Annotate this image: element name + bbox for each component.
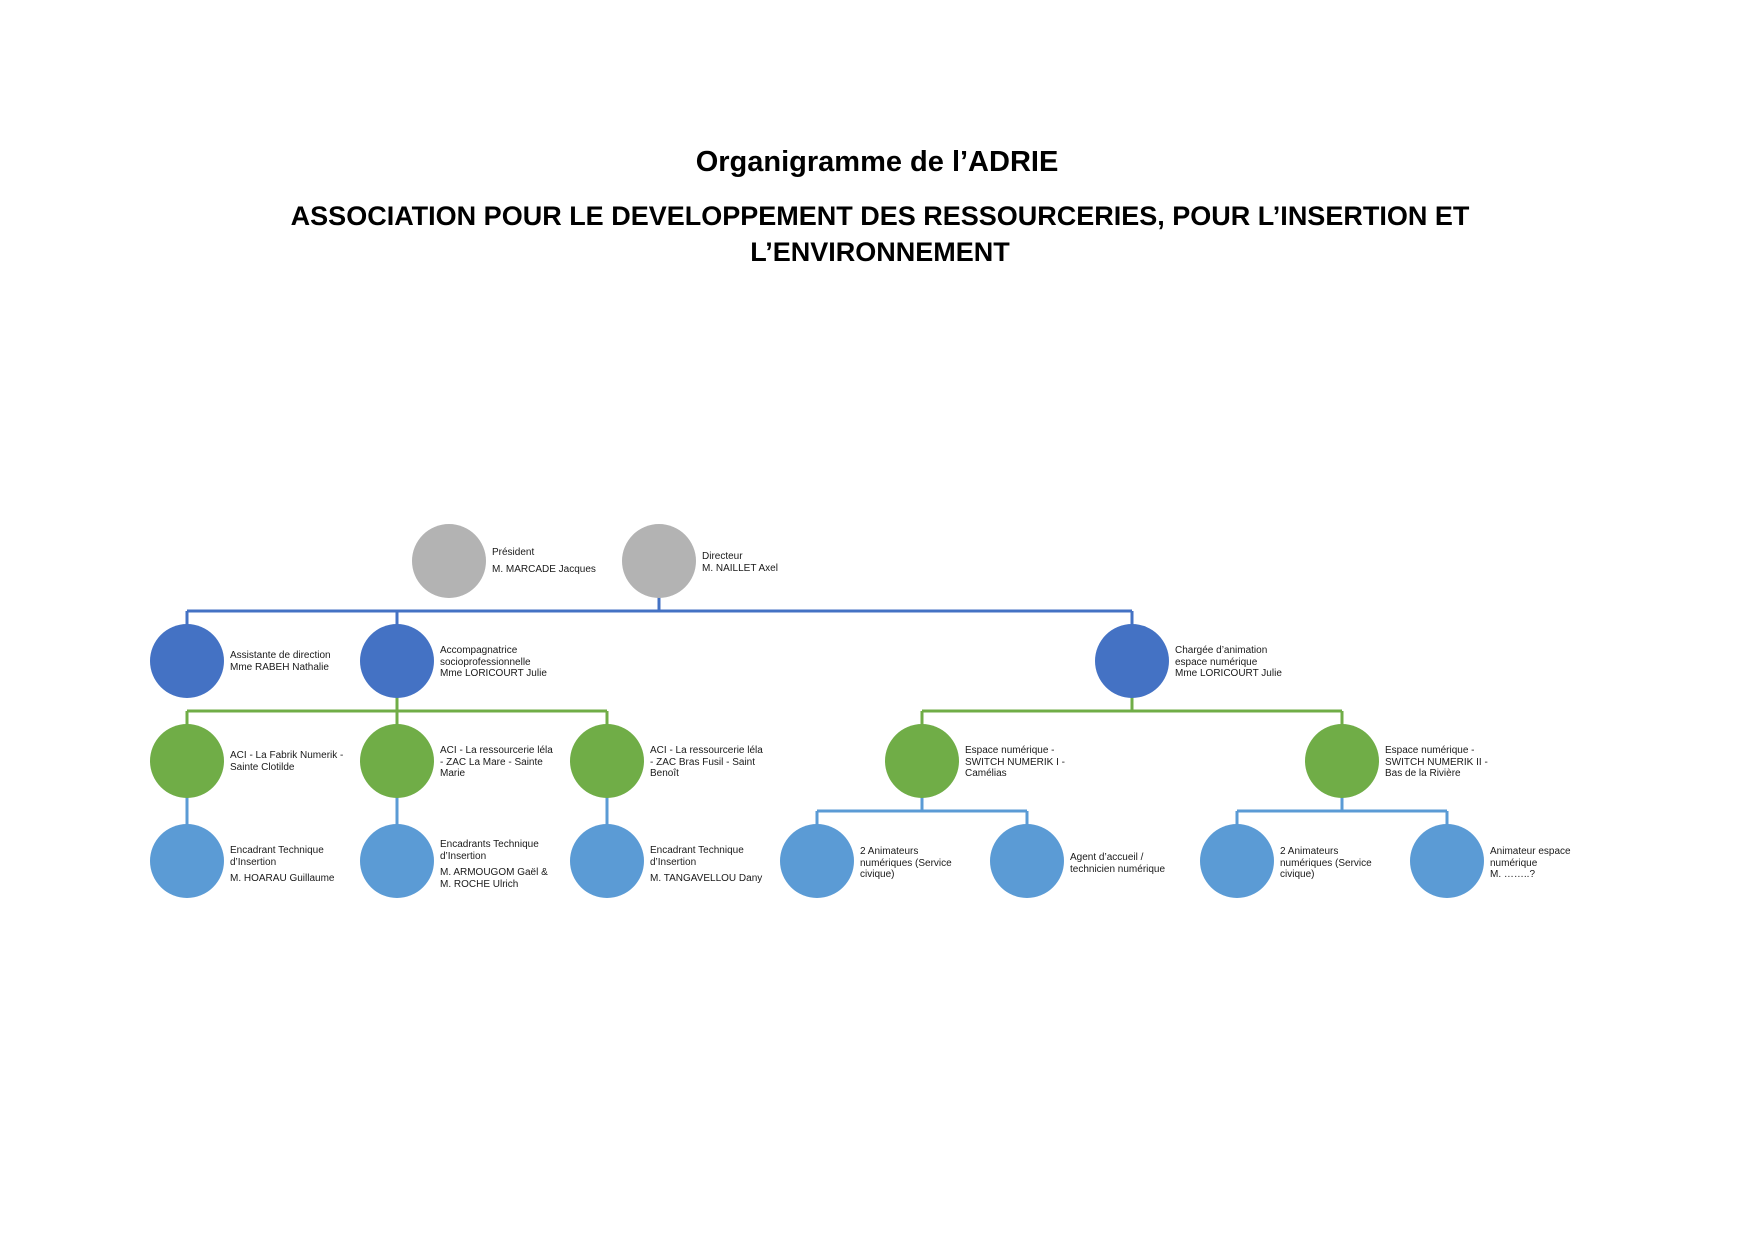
node-animateur-espace-circle	[1410, 824, 1484, 898]
node-president-name: M. MARCADE Jacques	[492, 563, 596, 575]
node-president-label	[492, 547, 596, 575]
node-president-role: Président	[492, 547, 535, 558]
node-directeur-role: Directeur	[702, 551, 743, 562]
node-chargee-circle	[1095, 624, 1169, 698]
node-animateurs-camelias-line-3: civique)	[860, 869, 895, 880]
node-animateurs-basriviere-line-1: 2 Animateurs	[1280, 846, 1339, 857]
node-accompagnatrice-circle	[360, 624, 434, 698]
node-animateurs-camelias-line-2: numériques (Service	[860, 857, 952, 869]
node-accompagnatrice-line-2: socioprofessionnelle	[440, 656, 531, 668]
node-encadrants-armougom-name-2: M. ROCHE Ulrich	[440, 878, 519, 890]
node-agent-accueil-line-2: technicien numérique	[1070, 863, 1166, 875]
node-animateurs-camelias-circle	[780, 824, 854, 898]
node-president-circle	[412, 524, 486, 598]
node-aci-fabrik-line-1: ACI - La Fabrik Numerik -	[230, 750, 344, 761]
node-espace-basriviere-label	[1385, 745, 1488, 780]
node-espace-camelias-line-3: Camélias	[965, 768, 1007, 779]
node-aci-brasfusil-line-3: Benoît	[650, 768, 679, 779]
page-title: Organigramme de l’ADRIE	[695, 146, 1059, 178]
node-animateur-espace-line-2: numérique	[1490, 857, 1538, 869]
node-espace-basriviere-line-1: Espace numérique -	[1385, 745, 1475, 756]
node-animateurs-camelias-label	[860, 846, 952, 881]
node-assistante-role: Assistante de direction	[230, 650, 331, 661]
node-encadrant-hoarau-line-1: Encadrant Technique	[230, 845, 324, 856]
node-chargee-label	[1175, 645, 1282, 680]
node-animateurs-basriviere-line-2: numériques (Service	[1280, 857, 1372, 869]
node-chargee-name: Mme LORICOURT Julie	[1175, 668, 1282, 679]
node-animateur-espace-line-1: Animateur espace	[1490, 846, 1571, 857]
connectors-level-2	[187, 697, 1342, 725]
node-animateurs-camelias-line-1: 2 Animateurs	[860, 846, 919, 857]
node-accompagnatrice-name: Mme LORICOURT Julie	[440, 668, 547, 679]
node-encadrant-hoarau-label	[230, 845, 334, 885]
page-subtitle: ASSOCIATION POUR LE DEVELOPPEMENT DES RESSOURCERIES, POUR L’INSERTION ET L’ENVIRONNEMENT	[290, 201, 1470, 267]
node-animateur-espace-label	[1490, 846, 1571, 881]
node-encadrants-armougom-line-1: Encadrants Technique	[440, 839, 539, 850]
node-assistante-circle	[150, 624, 224, 698]
node-aci-fabrik-circle	[150, 724, 224, 798]
node-encadrant-tangavellou-line-1: Encadrant Technique	[650, 845, 744, 856]
node-espace-camelias-line-2: SWITCH NUMERIK I -	[965, 756, 1065, 768]
node-animateurs-basriviere-label	[1280, 846, 1372, 881]
node-directeur-label	[702, 551, 778, 574]
node-agent-accueil-line-1: Agent d’accueil /	[1070, 852, 1144, 863]
node-chargee-line-1: Chargée d’animation	[1175, 645, 1268, 656]
node-encadrant-hoarau-circle	[150, 824, 224, 898]
node-aci-fabrik-line-2: Sainte Clotilde	[230, 761, 295, 773]
node-encadrant-tangavellou-label	[650, 845, 762, 885]
node-aci-lamare-label	[440, 745, 553, 780]
node-espace-basriviere-line-2: SWITCH NUMERIK II -	[1385, 756, 1488, 768]
node-chargee-line-2: espace numérique	[1175, 656, 1258, 668]
node-encadrant-hoarau-line-2: d’Insertion	[230, 856, 277, 868]
node-encadrants-armougom-label	[440, 839, 548, 890]
node-espace-basriviere-line-3: Bas de la Rivière	[1385, 768, 1461, 779]
node-encadrant-tangavellou-circle	[570, 824, 644, 898]
node-directeur-circle	[622, 524, 696, 598]
node-agent-accueil-circle	[990, 824, 1064, 898]
node-aci-brasfusil-circle	[570, 724, 644, 798]
node-encadrant-tangavellou-name: M. TANGAVELLOU Dany	[650, 873, 763, 884]
node-agent-accueil-label	[1070, 852, 1165, 875]
node-espace-basriviere-circle	[1305, 724, 1379, 798]
node-aci-fabrik-label	[230, 750, 343, 773]
node-aci-lamare-circle	[360, 724, 434, 798]
node-accompagnatrice-label	[440, 645, 547, 680]
node-aci-lamare-line-1: ACI - La ressourcerie léla	[440, 745, 553, 756]
node-encadrant-tangavellou-line-2: d’Insertion	[650, 856, 697, 868]
node-aci-lamare-line-2: - ZAC La Mare - Sainte	[440, 756, 543, 768]
node-aci-brasfusil-line-1: ACI - La ressourcerie léla	[650, 745, 763, 756]
node-aci-brasfusil-label	[650, 745, 763, 780]
node-assistante-name: Mme RABEH Nathalie	[230, 661, 329, 673]
node-aci-lamare-line-3: Marie	[440, 768, 466, 779]
node-aci-brasfusil-line-2: - ZAC Bras Fusil - Saint	[650, 756, 756, 768]
node-espace-camelias-line-1: Espace numérique -	[965, 745, 1055, 756]
node-encadrant-hoarau-name: M. HOARAU Guillaume	[230, 873, 335, 884]
node-accompagnatrice-line-1: Accompagnatrice	[440, 645, 518, 656]
node-animateurs-basriviere-circle	[1200, 824, 1274, 898]
node-assistante-label	[230, 650, 331, 673]
node-animateur-espace-name: M. ……..?	[1490, 869, 1536, 880]
node-animateurs-basriviere-line-3: civique)	[1280, 869, 1315, 880]
node-encadrants-armougom-line-2: d’Insertion	[440, 850, 487, 862]
node-encadrants-armougom-circle	[360, 824, 434, 898]
connectors-level-1	[187, 597, 1132, 625]
node-espace-camelias-circle	[885, 724, 959, 798]
node-encadrants-armougom-name-1: M. ARMOUGOM Gaël &	[440, 867, 548, 878]
node-espace-camelias-label	[965, 745, 1065, 780]
connectors-level-3	[187, 797, 1447, 825]
node-directeur-name: M. NAILLET Axel	[702, 562, 778, 574]
